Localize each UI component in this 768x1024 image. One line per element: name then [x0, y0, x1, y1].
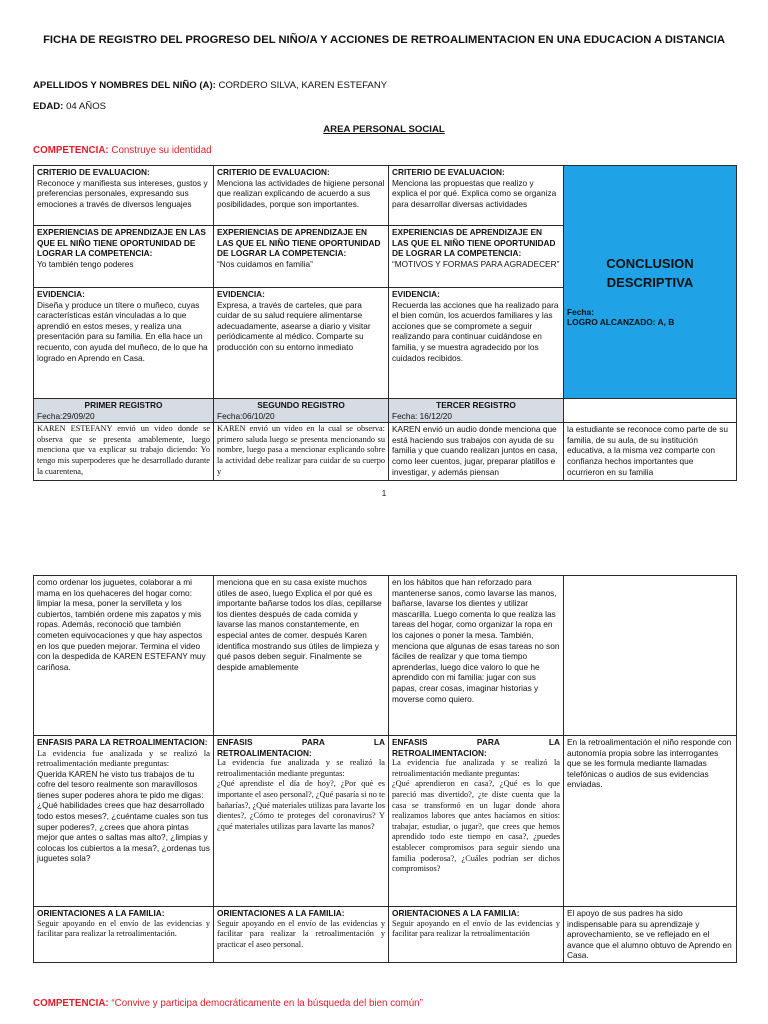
student-name-label: APELLIDOS Y NOMBRES DEL NIÑO (A):: [33, 80, 216, 91]
evaluation-table-1: [33, 165, 737, 481]
student-age-label: EDAD:: [33, 101, 64, 112]
orientacion-cell-2: ORIENTACIONES A LA FAMILIA: Seguir apoyando en el envío de las evidencias y facilitar para realizar la retroalimentación y practicar el aseo personal.: [214, 907, 389, 963]
page-number: 1: [381, 489, 387, 498]
registro-text-row: [34, 423, 737, 481]
orientacion-cell-1: ORIENTACIONES A LA FAMILIA: Seguir apoyando en el envío de las evidencias y facilitar para realizar la retroalimentación.: [34, 907, 214, 963]
registro-text-1: KAREN ESTEFANY envió un video donde se observa que se presenta amablemente, luego menciona que va explicar su trabajo diciendo: Yo tengo mis superpoderes que he desarrollado durante la cuarentena,: [34, 423, 214, 481]
registro-conclusion-text: la estudiante se reconoce como parte de su familia, de su aula, de su institución educativa, a la misma vez comparte con confianza hechos importantes que ocurrieron en su familia: [564, 423, 737, 481]
student-name-value: CORDERO SILVA, KAREN ESTEFANY: [218, 80, 388, 91]
criterio-row: [34, 166, 737, 226]
enfasis-conclusion-cell: En la retroalimentación el niño responde con autonomía propia sobre las interrogantes que se les formula mediante llamadas telefónicas o audios de sus evidencias enviadas.: [564, 736, 737, 907]
experiencia-cell-2: EXPERIENCIAS DE APRENDIZAJE EN LAS QUE EL NIÑO TIENE OPORTUNIDAD DE LOGRAR LA COMPETENCIA: “Nos cuidamos en familia”: [214, 226, 389, 288]
evidencia-cell-2: EVIDENCIA: Expresa, a través de carteles, que para cuidar de su salud requiere alimentarse adecuadamente, asearse a diario y visitar periódicamente al médico. Comparte su producción con su entorno inmediato: [214, 288, 389, 399]
competencia-value-2: “Convive y participa democráticamente en la búsqueda del bien común”: [111, 998, 423, 1009]
student-age-line: [33, 101, 106, 112]
registro-text-2: KAREN envió un video en la cual se observa: primero saluda luego se presenta mencionando su nombre, luego pasa a mencionar explicando sobre la actividad debe realizar para cuidar de su cuerpo y: [214, 423, 389, 481]
orientacion-cell-3: ORIENTACIONES A LA FAMILIA: Seguir apoyando en el envío de las evidencias y facilitar para realizar la retroalimentación: [389, 907, 564, 963]
competencia-line-1: [33, 145, 212, 156]
competencia-label-2: COMPETENCIA:: [33, 998, 109, 1009]
student-name-line: [33, 80, 387, 91]
conclusion-descriptiva-cell: [564, 166, 737, 399]
evaluation-table-2: [33, 575, 737, 963]
conclusion-title: CONCLUSION DESCRIPTIVA: [606, 256, 694, 290]
orientaciones-row: [34, 907, 737, 963]
criterio-cell-2: CRITERIO DE EVALUACION: Menciona las actividades de higiene personal que realizan explicando de acuerdo a sus posibilidades, porque son importantes.: [214, 166, 389, 226]
criterio-cell-3: CRITERIO DE EVALUACION: Menciona las propuestas que realizo y explica el por qué. Explica como se organiza para desarrollar diversas actividades: [389, 166, 564, 226]
enfasis-cell-1: ENFASIS PARA LA RETROALIMENTACION: La evidencia fue analizada y se realizó la retroalimentación mediante preguntas: Querida KAREN he visto tus trabajos de tu cofre del tesoro realmente son maravillosos tienes super poderes ahora te pido me digas: ¿Qué habilidades crees que haz desarrollado todo estos meses?, ¿cuéntame cuales son tus super poderes?, ¿crees que ahora pintas mejor que antes o saltas mas alto?, ¿limpias y colocas los cubiertos a la mesa?, ¿ordenas tus juguetes sola?: [34, 736, 214, 907]
orientaciones-conclusion-cell: El apoyo de sus padres ha sido indispensable para su aprendizaje y aprovechamiento, se ve reflejado en el avance que el alumno obtuvo de Aprendo en Casa.: [564, 907, 737, 963]
competencia-line-2: [33, 998, 423, 1009]
continuation-text-2: menciona que en su casa existe muchos útiles de aseo, luego Explica el por qué es importante bañarse todos los días, cepillarse los dientes después de cada comida y lavarse las manos constantemente, en especial antes de comer. después Karen identifica mostrando sus útiles de limpieza y qué pasos deben seguir. Finalmente se despide amablemente: [214, 576, 389, 736]
enfasis-cell-2: ENFASIS PARA LA RETROALIMENTACION: La evidencia fue analizada y se realizó la retroalimentación mediante preguntas: ¿Qué aprendiste el día de hoy?, ¿Por qué es importante el aseo personal?, ¿Qué pasaría si no te bañarías?, ¿Qué materiales utilizas para lavarte los dientes?, ¿Cómo te proteges del coronavirus? Y ¿qué materiales utilizas para lavarte las manos?: [214, 736, 389, 907]
continuation-row: [34, 576, 737, 736]
primer-registro-cell: PRIMER REGISTRO Fecha:29/09/20: [34, 399, 214, 423]
experiencia-cell-3: EXPERIENCIAS DE APRENDIZAJE EN LAS QUE EL NIÑO TIENE OPORTUNIDAD DE LOGRAR LA COMPETENCIA: “MOTIVOS Y FORMAS PARA AGRADECER”: [389, 226, 564, 288]
continuation-text-1: como ordenar los juguetes, colaborar a mi mama en los quehaceres del hogar como: limpiar la mesa, poner la servilleta y los cubiertos, también ordene mis zapatos y mis ropas. Además, reconoció que también cometen equivocaciones y que hay aspectos en los que pueden mejorar. Termina el video con la despedida de KAREN ESTEFANY muy cariñosa.: [34, 576, 214, 736]
area-heading: AREA PERSONAL SOCIAL: [323, 124, 445, 135]
continuation-empty-cell: [564, 576, 737, 736]
evidencia-cell-3: EVIDENCIA: Recuerda las acciones que ha realizado para el bien común, los acuerdos familiares y las acciones que se compromete a seguir realizando para continuar cuidándose en familia, y se muestra agradecido por los cuidados recibidos.: [389, 288, 564, 399]
continuation-text-3: en los hábitos que han reforzado para mantenerse sanos, como lavarse las manos, bañarse, lavarse los dientes y utilizar mascarilla. Luego comenta lo que realiza las tareas del hogar, como organizar la ropa en los cajones o poner la mesa. También, menciona que algunas de esas tareas no son fáciles de realizar y que toma tiempo aprenderlas, luego dice valoro lo que he aprendido con mi familia: jugar con sus papas, crear cosas, imaginar historias y moverse como quiero.: [389, 576, 564, 736]
tercer-registro-cell: TERCER REGISTRO Fecha: 16/12/20: [389, 399, 564, 423]
student-age-value: 04 AÑOS: [66, 101, 107, 112]
registro-header-empty-cell: [564, 399, 737, 423]
evidencia-cell-1: EVIDENCIA: Diseña y produce un títere o muñeco, cuyas características están vinculadas a lo que aprendió en estos meses, y realiza una presentación para su familia. En ella hace un recuento, con ayuda del muñeco, de lo que ha logrado en Aprendo en Casa.: [34, 288, 214, 399]
enfasis-row: [34, 736, 737, 907]
competencia-value: Construye su identidad: [111, 145, 212, 156]
segundo-registro-cell: SEGUNDO REGISTRO Fecha:06/10/20: [214, 399, 389, 423]
competencia-label: COMPETENCIA:: [33, 145, 109, 156]
experiencia-cell-1: EXPERIENCIAS DE APRENDIZAJE EN LAS QUE EL NIÑO TIENE OPORTUNIDAD DE LOGRAR LA COMPETENCIA: Yo también tengo poderes: [34, 226, 214, 288]
registro-text-3: KAREN envió un audio donde menciona que está haciendo sus trabajos con ayuda de su familia y que cuando realizan juntos en casa, como leer cuentos, jugar, preparar platillos e investigar, y además piensan: [389, 423, 564, 481]
registro-header-row: [34, 399, 737, 423]
document-title: FICHA DE REGISTRO DEL PROGRESO DEL NIÑO/A Y ACCIONES DE RETROALIMENTACION EN UNA EDUCACION A DISTANCIA: [43, 34, 725, 46]
enfasis-cell-3: ENFASIS PARA LA RETROALIMENTACION: La evidencia fue analizada y se realizó la retroalimentación mediante preguntas: ¿Qué aprendieron en casa?, ¿Qué es lo que pareció mas divertido?, ¿te diste cuenta que la casa se transformó en un lugar donde ahora realizamos labores que antes hacíamos en sitios: trabajar, estudiar, o jugar?, que crees que hemos aprendido todo este tiempo en casa?, ¿puedes establecer compromisos para seguir siendo una familia poderosa?, ¿Cuáles podrían ser dichos compromisos?: [389, 736, 564, 907]
logro-alcanzado: LOGRO ALCANZADO: A, B: [567, 317, 675, 328]
criterio-cell-1: CRITERIO DE EVALUACION: Reconoce y manifiesta sus intereses, gustos y preferencias personales, expresando sus emociones a través de diversos lenguajes: [34, 166, 214, 226]
conclusion-fecha: Fecha:: [567, 306, 594, 317]
